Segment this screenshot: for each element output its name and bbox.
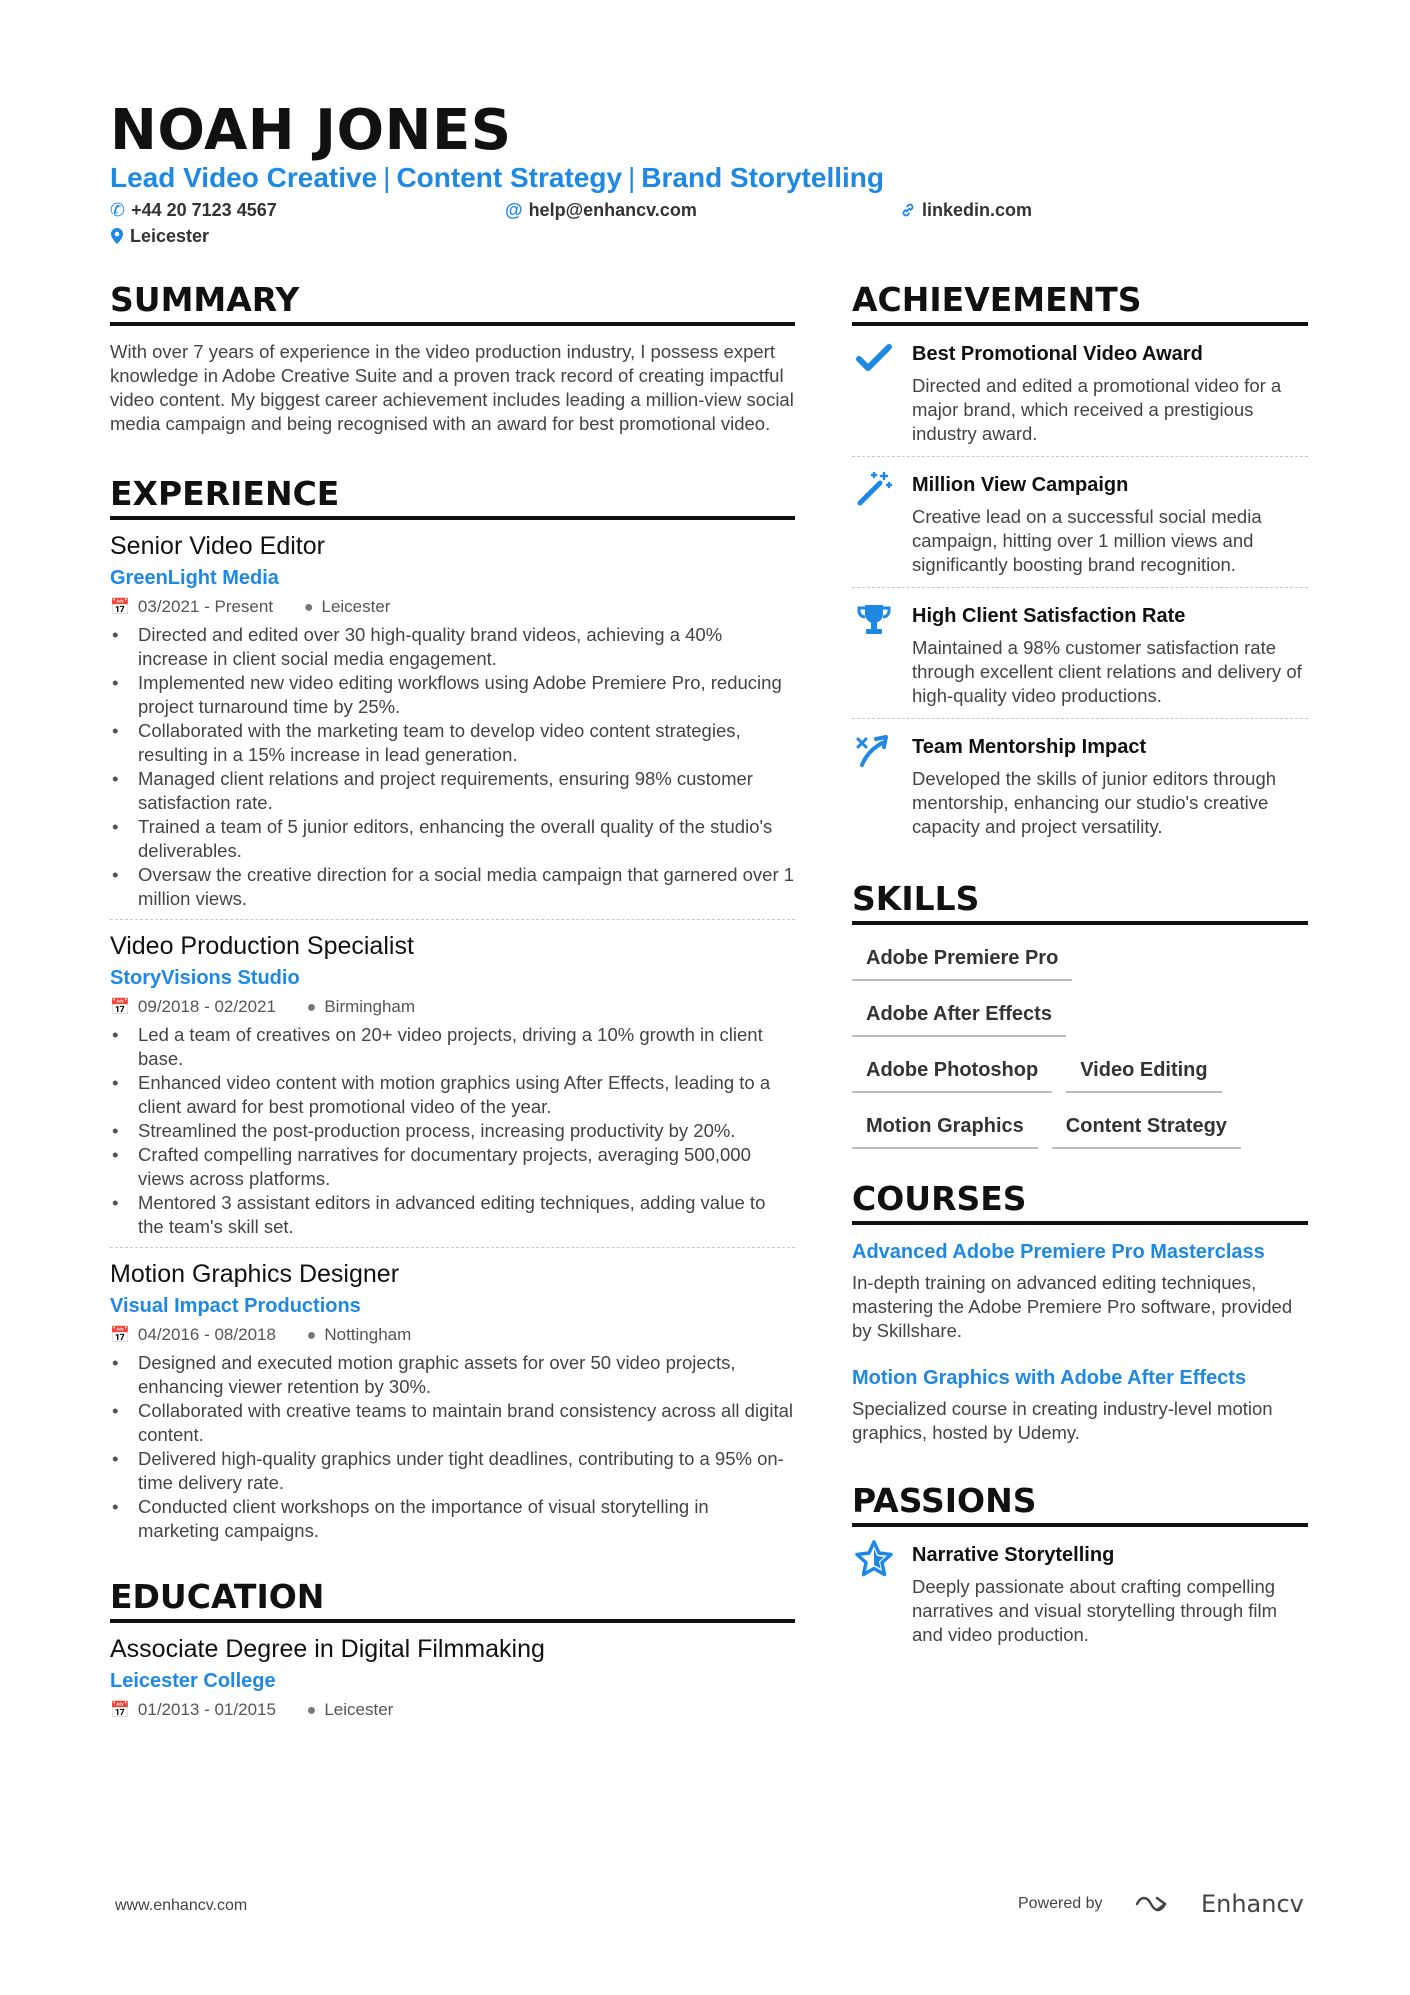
summary-section bbox=[110, 280, 795, 436]
passion-title: Narrative Storytelling bbox=[912, 1544, 1115, 1566]
job-entry bbox=[110, 1248, 795, 1551]
passion-item bbox=[852, 1527, 1308, 1657]
job-dates: 09/2018 - 02/2021 bbox=[137, 997, 276, 1016]
degree-title: Associate Degree in Digital Filmmaking bbox=[110, 1635, 545, 1663]
achievement-item bbox=[852, 719, 1308, 849]
left-column bbox=[110, 280, 795, 1732]
achievement-item bbox=[852, 326, 1308, 457]
contact-email[interactable] bbox=[505, 200, 697, 221]
passions-section bbox=[852, 1481, 1308, 1657]
section-title-summary: SUMMARY bbox=[110, 280, 795, 326]
job-entry bbox=[110, 520, 795, 920]
job-bullets bbox=[110, 1351, 795, 1543]
skill-tag: Content Strategy bbox=[1052, 1107, 1241, 1149]
location-pin-icon: ● bbox=[306, 1702, 317, 1719]
section-title-experience: EXPERIENCE bbox=[110, 474, 795, 520]
job-company: GreenLight Media bbox=[110, 567, 279, 589]
summary-text: With over 7 years of experience in the video production industry, I possess expert knowledge in Adobe Creative Suite and a proven track record of creating impactful video content. My biggest career achievement includes leading a million-view social media campaign and being recognised with an award for best promotional video. bbox=[110, 341, 794, 434]
job-location: Birmingham bbox=[324, 997, 416, 1016]
list-item: • Delivered high-quality graphics under tight deadlines, contributing to a 95% on-time delivery rate. bbox=[138, 1447, 795, 1495]
job-bullets bbox=[110, 1023, 795, 1239]
headline-separator: | bbox=[383, 162, 391, 193]
calendar-icon: 📅 bbox=[110, 1327, 130, 1344]
achievement-item bbox=[852, 588, 1308, 719]
headline bbox=[110, 162, 884, 194]
phone-text: +44 20 7123 4567 bbox=[131, 200, 277, 220]
skill-tag: Video Editing bbox=[1066, 1051, 1221, 1093]
job-company: StoryVisions Studio bbox=[110, 967, 300, 989]
headline-separator: | bbox=[628, 162, 636, 193]
checkmark-icon bbox=[854, 338, 894, 378]
skill-tag: Adobe After Effects bbox=[852, 995, 1066, 1037]
footer-branding bbox=[1018, 1890, 1304, 1918]
list-item: • Collaborated with creative teams to maintain brand consistency across all digital content. bbox=[138, 1399, 795, 1447]
job-meta bbox=[110, 594, 795, 621]
list-item: • Collaborated with the marketing team to develop video content strategies, resulting in a 15% increase in lead generation. bbox=[138, 719, 795, 767]
list-item: • Designed and executed motion graphic assets for over 50 video projects, enhancing viewer retention by 30%. bbox=[138, 1351, 795, 1399]
achievement-title: Team Mentorship Impact bbox=[912, 736, 1147, 758]
list-item: • Mentored 3 assistant editors in advanced editing techniques, adding value to the team's skill set. bbox=[138, 1191, 795, 1239]
job-title: Senior Video Editor bbox=[110, 532, 325, 560]
list-item: • Enhanced video content with motion graphics using After Effects, leading to a client award for best promotional video of the year. bbox=[138, 1071, 795, 1119]
achievement-desc: Maintained a 98% customer satisfaction rate through excellent client relations and delivery of high-quality video productions. bbox=[912, 637, 1302, 706]
calendar-icon: 📅 bbox=[110, 1702, 130, 1719]
calendar-icon: 📅 bbox=[110, 999, 130, 1016]
email-text: help@enhancv.com bbox=[528, 200, 697, 220]
section-title-courses: COURSES bbox=[852, 1179, 1308, 1225]
achievement-title: Million View Campaign bbox=[912, 474, 1129, 496]
skills-list bbox=[852, 939, 1308, 1149]
achievement-desc: Developed the skills of junior editors through mentorship, enhancing our studio's creative capacity and project versatility. bbox=[912, 768, 1277, 837]
location-pin-icon: ● bbox=[306, 1327, 317, 1344]
job-title: Motion Graphics Designer bbox=[110, 1260, 400, 1288]
list-item: • Crafted compelling narratives for documentary projects, averaging 500,000 views across platforms. bbox=[138, 1143, 795, 1191]
list-item: • Trained a team of 5 junior editors, enhancing the overall quality of the studio's deliverables. bbox=[138, 815, 795, 863]
job-dates: 04/2016 - 08/2018 bbox=[137, 1325, 276, 1344]
link-icon bbox=[900, 202, 916, 218]
contact-phone[interactable] bbox=[110, 200, 277, 221]
calendar-icon: 📅 bbox=[110, 599, 130, 616]
headline-part: Content Strategy bbox=[396, 162, 623, 193]
section-title-education: EDUCATION bbox=[110, 1577, 795, 1623]
skill-tag: Adobe Premiere Pro bbox=[852, 939, 1072, 981]
experience-section bbox=[110, 474, 795, 1551]
list-item: • Directed and edited over 30 high-quality brand videos, achieving a 40% increase in client social media engagement. bbox=[138, 623, 795, 671]
location-pin-icon: ● bbox=[303, 599, 314, 616]
candidate-name: NOAH JONES bbox=[110, 98, 512, 163]
course-title: Motion Graphics with Adobe After Effects bbox=[852, 1367, 1247, 1389]
job-bullets bbox=[110, 623, 795, 911]
contact-location bbox=[110, 226, 209, 247]
achievements-section bbox=[852, 280, 1308, 849]
education-section bbox=[110, 1577, 795, 1732]
skill-tag: Motion Graphics bbox=[852, 1107, 1038, 1149]
education-dates: 01/2013 - 01/2015 bbox=[137, 1700, 276, 1719]
education-location: Leicester bbox=[324, 1700, 394, 1719]
job-location: Nottingham bbox=[324, 1325, 412, 1344]
location-pin-icon bbox=[110, 227, 124, 245]
headline-part: Brand Storytelling bbox=[641, 162, 884, 193]
magic-wand-icon bbox=[854, 469, 894, 509]
section-title-skills: SKILLS bbox=[852, 879, 1308, 925]
course-item bbox=[852, 1239, 1308, 1343]
job-company: Visual Impact Productions bbox=[110, 1295, 361, 1317]
star-icon bbox=[854, 1539, 894, 1579]
location-pin-icon: ● bbox=[306, 999, 317, 1016]
list-item: • Implemented new video editing workflows using Adobe Premiere Pro, reducing project turnaround time by 25%. bbox=[138, 671, 795, 719]
course-title: Advanced Adobe Premiere Pro Masterclass bbox=[852, 1241, 1265, 1263]
job-meta bbox=[110, 1322, 795, 1349]
right-column bbox=[852, 280, 1308, 1657]
location-text: Leicester bbox=[130, 226, 210, 246]
section-title-passions: PASSIONS bbox=[852, 1481, 1308, 1527]
footer-website[interactable]: www.enhancv.com bbox=[115, 1897, 248, 1914]
achievement-title: Best Promotional Video Award bbox=[912, 343, 1203, 365]
list-item: • Streamlined the post-production process, increasing productivity by 20%. bbox=[138, 1119, 795, 1143]
skill-tag: Adobe Photoshop bbox=[852, 1051, 1052, 1093]
course-desc: Specialized course in creating industry-level motion graphics, hosted by Udemy. bbox=[852, 1398, 1273, 1443]
headline-part: Lead Video Creative bbox=[110, 162, 378, 193]
course-item bbox=[852, 1365, 1308, 1445]
course-desc: In-depth training on advanced editing techniques, mastering the Adobe Premiere Pro software, provided by Skillshare. bbox=[852, 1272, 1293, 1341]
job-title: Video Production Specialist bbox=[110, 932, 414, 960]
skills-section bbox=[852, 879, 1308, 1149]
trophy-icon bbox=[854, 600, 894, 640]
phone-icon: ✆ bbox=[110, 200, 126, 220]
powered-by-text: Powered by bbox=[1018, 1895, 1103, 1913]
passion-desc: Deeply passionate about crafting compelling narratives and visual storytelling through film and video production. bbox=[912, 1576, 1278, 1645]
list-item: • Managed client relations and project requirements, ensuring 98% customer satisfaction rate. bbox=[138, 767, 795, 815]
list-item: • Led a team of creatives on 20+ video projects, driving a 10% growth in client base. bbox=[138, 1023, 795, 1071]
achievement-desc: Directed and edited a promotional video for a major brand, which received a prestigious industry award. bbox=[912, 375, 1282, 444]
contact-link[interactable] bbox=[900, 200, 1032, 221]
at-icon: @ bbox=[505, 200, 523, 220]
job-meta bbox=[110, 994, 795, 1021]
achievement-item bbox=[852, 457, 1308, 588]
section-title-achievements: ACHIEVEMENTS bbox=[852, 280, 1308, 326]
job-dates: 03/2021 - Present bbox=[137, 597, 274, 616]
achievement-desc: Creative lead on a successful social media campaign, hitting over 1 million views and significantly boosting brand recognition. bbox=[912, 506, 1262, 575]
job-location: Leicester bbox=[321, 597, 391, 616]
list-item: • Conducted client workshops on the importance of visual storytelling in marketing campaigns. bbox=[138, 1495, 795, 1543]
brand-name: Enhancv bbox=[1200, 1890, 1304, 1918]
link-text: linkedin.com bbox=[922, 200, 1033, 220]
achievement-title: High Client Satisfaction Rate bbox=[912, 605, 1186, 627]
courses-section bbox=[852, 1179, 1308, 1445]
education-entry bbox=[110, 1623, 795, 1732]
school-name: Leicester College bbox=[110, 1670, 276, 1692]
enhancv-logo-icon bbox=[1133, 1892, 1179, 1916]
job-entry bbox=[110, 920, 795, 1248]
list-item: • Oversaw the creative direction for a social media campaign that garnered over 1 million views. bbox=[138, 863, 795, 911]
education-meta bbox=[110, 1697, 795, 1724]
strategy-arrow-icon bbox=[854, 731, 894, 771]
